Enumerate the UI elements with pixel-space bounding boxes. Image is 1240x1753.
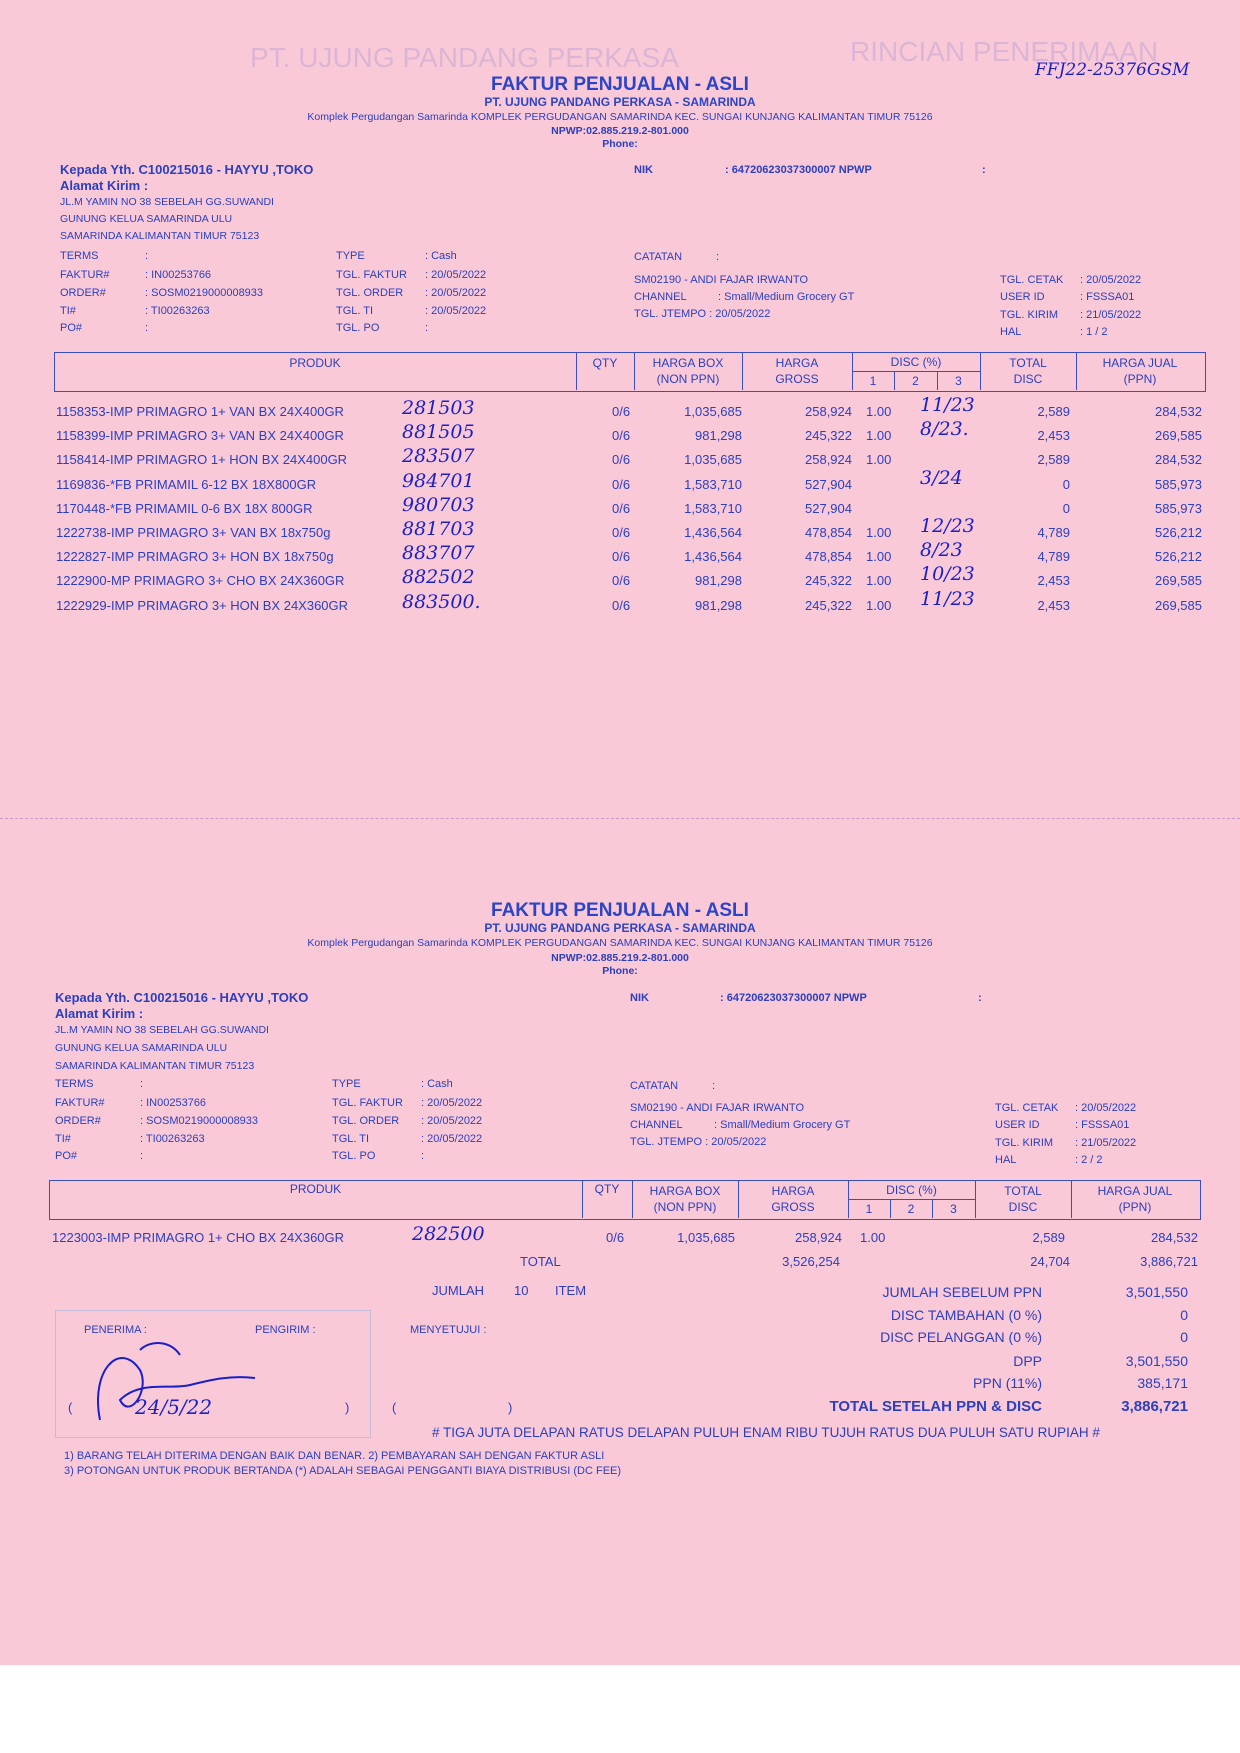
jtempo: TGL. JTEMPO : 20/05/2022 [630, 1136, 767, 1148]
total-harga-jual: 3,886,721 [1140, 1254, 1198, 1269]
product-name: 1158399-IMP PRIMAGRO 3+ VAN BX 24X400GR [56, 428, 344, 444]
catatan-value: : [716, 251, 720, 263]
handwritten-code: 881505 [402, 421, 475, 444]
hal-label: HAL [1000, 326, 1022, 338]
sebelum-ppn-value: 3,501,550 [1125, 1284, 1188, 1300]
total-disc: 24,704 [1030, 1254, 1070, 1269]
disc-1: 1.00 [866, 573, 892, 589]
handwritten-code: 883500. [402, 590, 481, 613]
tgl-kirim-value: : 21/05/2022 [1075, 1137, 1137, 1149]
harga-gross: 527,904 [805, 476, 852, 492]
disc-pelanggan-label: DISC PELANGGAN (0 %) [880, 1329, 1042, 1345]
terms-value: : [140, 1078, 144, 1090]
col-disc-2: 2 [912, 374, 919, 388]
harga-box: 1,035,685 [684, 404, 742, 419]
grand-total-label: TOTAL SETELAH PPN & DISC [829, 1398, 1042, 1415]
col-harga-box: HARGA BOX [652, 356, 724, 370]
type-value: : Cash [425, 250, 457, 262]
catatan-label: CATATAN [630, 1080, 679, 1092]
hal-label: HAL [995, 1154, 1017, 1166]
col-disc-2: 2 [907, 1202, 915, 1216]
col-non-ppn: (NON PPN) [656, 372, 720, 386]
total-disc: 2,453 [1037, 597, 1070, 613]
company-phone: Phone: [602, 138, 638, 150]
product-name: 1223003-IMP PRIMAGRO 1+ CHO BX 24X360GR [52, 1230, 345, 1245]
user-id-value: : FSSSA01 [1080, 291, 1135, 303]
penerima-label: PENERIMA : [84, 1324, 147, 1336]
harga-gross: 258,924 [805, 452, 852, 468]
faktur-label: FAKTUR# [55, 1097, 105, 1109]
po-label: PO# [55, 1150, 78, 1162]
product-name: 1222900-MP PRIMAGRO 3+ CHO BX 24X360GR [56, 573, 345, 589]
total-disc: 0 [1062, 476, 1070, 492]
disc-tambahan-label: DISC TAMBAHAN (0 %) [890, 1307, 1042, 1323]
col-disc-1: 1 [865, 1202, 873, 1216]
salesman: SM02190 - ANDI FAJAR IRWANTO [634, 274, 809, 286]
catatan-label: CATATAN [634, 251, 683, 263]
handwritten-date-code: 11/23 [920, 394, 975, 416]
menyetujui-label: MENYETUJUI : [410, 1324, 487, 1336]
col-harga: HARGA [775, 356, 819, 370]
terms-label: TERMS [55, 1078, 94, 1090]
show-through-text: RINCIAN PENERIMAAN [850, 36, 1159, 67]
type-value: : Cash [421, 1078, 453, 1090]
disc-1: 1.00 [860, 1230, 886, 1245]
handwritten-code: 282500 [412, 1223, 485, 1245]
total-disc: 4,789 [1037, 525, 1070, 540]
harga-gross: 258,924 [795, 1230, 842, 1245]
nik-label: NIK [634, 164, 653, 176]
product-name: 1169836-*FB PRIMAMIL 6-12 BX 18X800GR [56, 476, 317, 492]
faktur-value: : IN00253766 [145, 269, 212, 281]
tgl-ti-value: : 20/05/2022 [425, 305, 487, 317]
ppn-value: 385,171 [1137, 1375, 1188, 1391]
col-produk: PRODUK [289, 1182, 342, 1196]
total-disc: 2,453 [1037, 573, 1070, 589]
tgl-faktur-label: TGL. FAKTUR [332, 1097, 403, 1109]
handwritten-code: 882502 [402, 566, 475, 589]
type-label: TYPE [336, 250, 365, 262]
qty: 0/6 [612, 428, 631, 444]
company-name: PT. UJUNG PANDANG PERKASA - SAMARINDA [484, 95, 756, 109]
harga-gross: 245,322 [805, 573, 852, 589]
tgl-po-value: : [421, 1150, 425, 1162]
col-total: TOTAL [1004, 1184, 1042, 1198]
type-label: TYPE [332, 1078, 361, 1090]
total-disc: 0 [1062, 500, 1070, 516]
jumlah-label: JUMLAH [432, 1283, 485, 1298]
harga-box: 981,298 [695, 428, 742, 444]
tgl-order-value: : 20/05/2022 [425, 287, 487, 299]
tgl-cetak-value: : 20/05/2022 [1080, 274, 1142, 286]
col-qty: QTY [592, 356, 618, 370]
grand-total-value: 3,886,721 [1121, 1398, 1188, 1415]
col-gross: GROSS [771, 1200, 815, 1214]
handwritten-date-code: 10/23 [920, 563, 975, 586]
harga-jual: 284,532 [1151, 1230, 1198, 1245]
terms-value: : [145, 250, 149, 262]
company-address: Komplek Pergudangan Samarinda KOMPLEK PERGUDANGAN SAMARINDA KEC. SUNGAI KUNJANG KALIMANTAN TIMUR 75126 [307, 937, 933, 949]
product-name: 1170448-*FB PRIMAMIL 0-6 BX 18X 800GR [56, 500, 313, 516]
signature-paren: ( [392, 1400, 397, 1415]
po-label: PO# [60, 322, 83, 334]
sebelum-ppn-label: JUMLAH SEBELUM PPN [882, 1284, 1042, 1300]
nik-value: : 64720623037300007 NPWP [720, 992, 867, 1004]
tgl-kirim-label: TGL. KIRIM [995, 1137, 1054, 1149]
harga-box: 1,583,710 [684, 476, 742, 492]
order-label: ORDER# [55, 1115, 101, 1127]
disc-tambahan-value: 0 [1180, 1307, 1188, 1323]
disc-1: 1.00 [866, 597, 892, 613]
jumlah-count: 10 [514, 1283, 529, 1298]
company-npwp: NPWP:02.885.219.2-801.000 [551, 952, 689, 964]
disc-1: 1.00 [866, 404, 892, 419]
terms-label: TERMS [60, 250, 99, 262]
nik-value: : 64720623037300007 NPWP [725, 164, 872, 176]
qty: 0/6 [612, 404, 631, 419]
tgl-cetak-value: : 20/05/2022 [1075, 1102, 1137, 1114]
product-name: 1222929-IMP PRIMAGRO 3+ HON BX 24X360GR [56, 597, 349, 613]
qty: 0/6 [606, 1230, 625, 1245]
qty: 0/6 [612, 452, 631, 468]
handwritten-code: 283507 [402, 445, 475, 468]
faktur-label: FAKTUR# [60, 269, 110, 281]
col-disc: DISC (%) [890, 355, 942, 369]
handwritten-date-code: 3/24 [920, 466, 963, 489]
harga-box: 981,298 [695, 597, 742, 613]
harga-jual: 269,585 [1155, 428, 1202, 444]
harga-box: 1,436,564 [684, 525, 742, 540]
harga-gross: 527,904 [805, 500, 852, 516]
handwritten-code: 984701 [402, 469, 475, 492]
ti-label: TI# [55, 1133, 71, 1145]
col-gross: GROSS [775, 372, 819, 386]
handwritten-date-code: 12/23 [920, 515, 975, 537]
company-npwp: NPWP:02.885.219.2-801.000 [551, 125, 689, 137]
col-harga-box: HARGA BOX [649, 1184, 721, 1198]
total-disc: 2,589 [1032, 1230, 1065, 1245]
product-name: 1158353-IMP PRIMAGRO 1+ VAN BX 24X400GR [56, 404, 344, 419]
handwritten-date-code: 11/23 [920, 587, 975, 610]
tgl-ti-value: : 20/05/2022 [421, 1133, 483, 1145]
handwritten-date-code: 8/23 [920, 539, 963, 562]
col-produk: PRODUK [289, 356, 341, 370]
faktur-value: : IN00253766 [140, 1097, 207, 1109]
hal-value: : 1 / 2 [1080, 326, 1108, 338]
pengirim-label: PENGIRIM : [255, 1324, 316, 1336]
tgl-order-value: : 20/05/2022 [421, 1115, 483, 1127]
disc-1: 1.00 [866, 428, 892, 444]
total-disc: 2,589 [1037, 452, 1070, 468]
harga-gross: 258,924 [805, 404, 852, 419]
harga-box: 1,035,685 [684, 452, 742, 468]
qty: 0/6 [612, 549, 631, 565]
tgl-po-label: TGL. PO [336, 322, 380, 334]
col-non-ppn: (NON PPN) [653, 1200, 717, 1214]
signature-paren: ( [68, 1400, 73, 1415]
shipping-address-line: JL.M YAMIN NO 38 SEBELAH GG.SUWANDI [55, 1024, 269, 1036]
order-value: : SOSM0219000008933 [140, 1115, 259, 1127]
harga-jual: 585,973 [1155, 500, 1202, 516]
handwritten-code: 883707 [402, 542, 475, 565]
salesman: SM02190 - ANDI FAJAR IRWANTO [630, 1102, 805, 1114]
col-qty: QTY [594, 1182, 620, 1196]
nik-label: NIK [630, 992, 649, 1004]
fold-line [0, 818, 1240, 819]
total-label: TOTAL [520, 1254, 561, 1269]
invoice-title: FAKTUR PENJUALAN - ASLI [491, 900, 749, 921]
channel-value: : Small/Medium Grocery GT [718, 291, 855, 303]
total-disc: 2,589 [1037, 404, 1070, 419]
note-line-1: 1) BARANG TELAH DITERIMA DENGAN BAIK DAN BENAR. 2) PEMBAYARAN SAH DENGAN FAKTUR ASLI [64, 1450, 605, 1462]
qty: 0/6 [612, 573, 631, 589]
channel-label: CHANNEL [630, 1119, 683, 1131]
tgl-cetak-label: TGL. CETAK [995, 1102, 1059, 1114]
customer-name: Kepada Yth. C100215016 - HAYYU ,TOKO [55, 990, 309, 1005]
channel-value: : Small/Medium Grocery GT [714, 1119, 851, 1131]
harga-jual: 269,585 [1155, 573, 1202, 589]
tgl-ti-label: TGL. TI [336, 305, 374, 317]
total-gross: 3,526,254 [782, 1254, 840, 1269]
qty: 0/6 [612, 500, 631, 516]
invoice-title: FAKTUR PENJUALAN - ASLI [491, 74, 749, 95]
harga-jual: 284,532 [1155, 404, 1202, 419]
ti-value: : TI00263263 [145, 305, 210, 317]
col-harga: HARGA [771, 1184, 815, 1198]
company-address: Komplek Pergudangan Samarinda KOMPLEK PERGUDANGAN SAMARINDA KEC. SUNGAI KUNJANG KALIMANTAN TIMUR 75126 [307, 111, 933, 123]
harga-gross: 245,322 [805, 597, 852, 613]
tgl-faktur-label: TGL. FAKTUR [336, 269, 407, 281]
channel-label: CHANNEL [634, 291, 687, 303]
tgl-cetak-label: TGL. CETAK [1000, 274, 1064, 286]
col-total: TOTAL [1009, 356, 1047, 370]
harga-jual: 269,585 [1155, 597, 1202, 613]
user-id-value: : FSSSA01 [1075, 1119, 1130, 1131]
handwritten-date-code: 8/23. [920, 418, 969, 441]
shipping-address-line: SAMARINDA KALIMANTAN TIMUR 75123 [55, 1060, 255, 1072]
po-value: : [140, 1150, 144, 1162]
tgl-faktur-value: : 20/05/2022 [421, 1097, 483, 1109]
total-disc: 4,789 [1037, 549, 1070, 565]
amount-in-words: # TIGA JUTA DELAPAN RATUS DELAPAN PULUH ENAM RIBU TUJUH RATUS DUA PULUH SATU RUPIAH # [432, 1425, 1100, 1440]
company-phone: Phone: [602, 965, 638, 977]
handwritten-code: 281503 [402, 397, 475, 419]
ti-label: TI# [60, 305, 76, 317]
tgl-po-value: : [425, 322, 429, 334]
col-ppn: (PPN) [1118, 1200, 1152, 1214]
item-label: ITEM [555, 1283, 587, 1298]
ppn-label: PPN (11%) [973, 1375, 1042, 1391]
tgl-po-label: TGL. PO [332, 1150, 376, 1162]
col-disc: DISC (%) [886, 1183, 937, 1197]
tgl-kirim-label: TGL. KIRIM [1000, 309, 1059, 321]
col-ppn: (PPN) [1123, 372, 1157, 386]
col-disc-3: 3 [950, 1202, 957, 1216]
note-line-2: 3) POTONGAN UNTUK PRODUK BERTANDA (*) ADALAH SEBAGAI PENGGANTI BIAYA DISTRIBUSI (DC FEE) [64, 1465, 622, 1477]
harga-box: 1,035,685 [677, 1230, 735, 1245]
handwritten-code: 881703 [402, 518, 475, 540]
jtempo: TGL. JTEMPO : 20/05/2022 [634, 308, 771, 320]
harga-gross: 478,854 [805, 525, 852, 540]
handwritten-code: 980703 [402, 493, 475, 516]
harga-box: 1,436,564 [684, 549, 742, 565]
company-name: PT. UJUNG PANDANG PERKASA - SAMARINDA [484, 921, 756, 935]
disc-1: 1.00 [866, 452, 892, 468]
order-value: : SOSM0219000008933 [145, 287, 264, 299]
shipping-address-line: SAMARINDA KALIMANTAN TIMUR 75123 [60, 230, 260, 242]
col-total-disc: DISC [1008, 1200, 1038, 1214]
col-harga-jual: HARGA JUAL [1102, 356, 1178, 370]
harga-jual: 585,973 [1155, 476, 1202, 492]
dpp-label: DPP [1013, 1353, 1042, 1369]
dpp-value: 3,501,550 [1125, 1353, 1188, 1369]
qty: 0/6 [612, 476, 631, 492]
harga-jual: 526,212 [1155, 549, 1202, 565]
harga-jual: 526,212 [1155, 525, 1202, 540]
col-disc-1: 1 [869, 374, 877, 388]
shipping-address-line: GUNUNG KELUA SAMARINDA ULU [60, 213, 233, 225]
tgl-faktur-value: : 20/05/2022 [425, 269, 487, 281]
user-id-label: USER ID [1000, 291, 1045, 303]
po-value: : [145, 322, 149, 334]
disc-1: 1.00 [866, 549, 892, 565]
signature-paren: ) [345, 1400, 350, 1415]
product-name: 1158414-IMP PRIMAGRO 1+ HON BX 24X400GR [56, 452, 348, 468]
disc-1: 1.00 [866, 525, 892, 540]
catatan-value: : [712, 1080, 716, 1092]
qty: 0/6 [612, 597, 631, 613]
total-disc: 2,453 [1037, 428, 1070, 444]
tgl-order-label: TGL. ORDER [336, 287, 404, 299]
harga-box: 981,298 [695, 573, 742, 589]
tgl-ti-label: TGL. TI [332, 1133, 370, 1145]
col-disc-3: 3 [955, 374, 962, 388]
user-id-label: USER ID [995, 1119, 1040, 1131]
harga-gross: 478,854 [805, 549, 852, 565]
npwp-colon: : [982, 164, 986, 176]
harga-jual: 284,532 [1155, 452, 1202, 468]
tgl-order-label: TGL. ORDER [332, 1115, 400, 1127]
col-total-disc: DISC [1013, 372, 1043, 386]
qty: 0/6 [612, 525, 631, 540]
npwp-colon: : [978, 992, 982, 1004]
harga-gross: 245,322 [805, 428, 852, 444]
handwritten-date: 24/5/22 [135, 1395, 213, 1419]
order-label: ORDER# [60, 287, 106, 299]
tgl-kirim-value: : 21/05/2022 [1080, 309, 1142, 321]
signature-paren: ) [508, 1400, 513, 1415]
handwritten-doc-number: FFJ22-25376GSM [1035, 60, 1190, 80]
harga-box: 1,583,710 [684, 500, 742, 516]
col-harga-jual: HARGA JUAL [1097, 1184, 1173, 1198]
shipping-address-label: Alamat Kirim : [55, 1006, 144, 1021]
shipping-address-line: JL.M YAMIN NO 38 SEBELAH GG.SUWANDI [60, 196, 274, 208]
product-name: 1222827-IMP PRIMAGRO 3+ HON BX 18x750g [56, 549, 334, 565]
show-through-text: PT. UJUNG PANDANG PERKASA [250, 42, 679, 73]
product-name: 1222738-IMP PRIMAGRO 3+ VAN BX 18x750g [56, 525, 331, 540]
hal-value: : 2 / 2 [1075, 1154, 1103, 1166]
customer-name: Kepada Yth. C100215016 - HAYYU ,TOKO [60, 162, 314, 177]
shipping-address-label: Alamat Kirim : [60, 178, 149, 193]
shipping-address-line: GUNUNG KELUA SAMARINDA ULU [55, 1042, 228, 1054]
ti-value: : TI00263263 [140, 1133, 205, 1145]
disc-pelanggan-value: 0 [1180, 1329, 1188, 1345]
